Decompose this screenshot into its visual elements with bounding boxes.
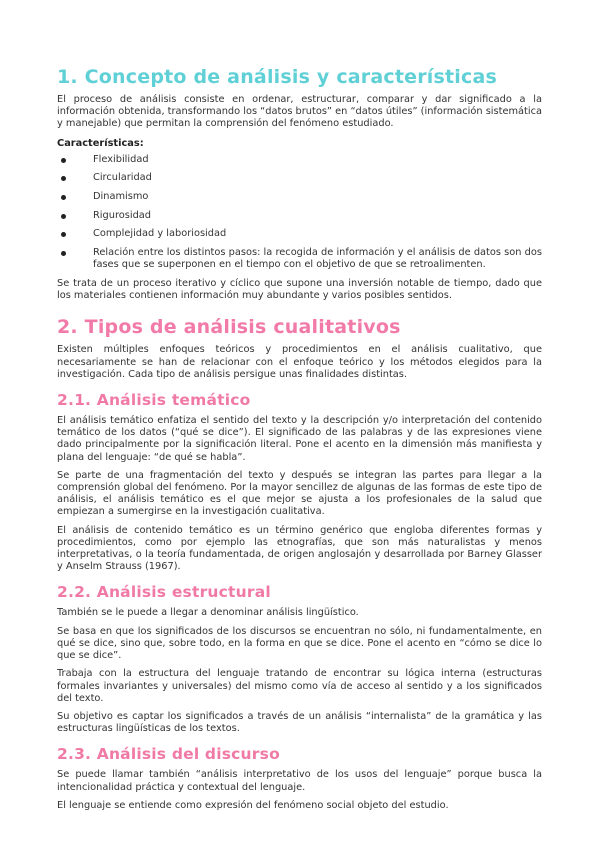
bullet-icon <box>61 158 66 163</box>
paragraph: Su objetivo es captar los significados a través de un análisis “internalista” de la gramática y las estructuras lingüísticas de los textos. <box>57 710 542 735</box>
bullet-icon <box>61 176 66 181</box>
paragraph: También se le puede a llegar a denominar análisis lingüístico. <box>57 607 359 619</box>
paragraph: Se puede llamar también “análisis interpretativo de los usos del lenguaje” porque busca la intencionalidad práctica y contextual del lenguaje. <box>57 769 542 793</box>
characteristics-list <box>57 154 542 272</box>
list-item: Circularidad <box>57 172 542 184</box>
section-1-title: 1. Concepto de análisis y características <box>57 66 498 88</box>
section-1-intro: El proceso de análisis consiste en ordenar, estructurar, comparar y dar significado a la información obtenida, transformando los “datos brutos” en “datos útiles” (información sistemática y manejable) que permitan la comprensión del fenómeno estudiado. <box>57 94 542 130</box>
paragraph: El análisis temático enfatiza el sentido del texto y la descripción y/o interpretación del contenido temático de los datos (“qué se dice”). El significado de las palabras y de las expresiones viene dado principalmente por la significación literal. Pone el acento en la dimensión más manifiesta y plana del lenguaje: “de qué se habla”. <box>57 415 542 463</box>
list-item: Dinamismo <box>57 191 542 203</box>
bullet-icon <box>61 214 66 219</box>
paragraph: Trabaja con la estructura del lenguaje tratando de encontrar su lógica interna (estructuras formales invariantes y universales) del mismo como vía de acceso al sentido y a los significados del texto. <box>57 668 542 704</box>
list-item: Flexibilidad <box>57 154 542 166</box>
bullet-icon <box>61 232 66 237</box>
list-item: Rigurosidad <box>57 210 542 222</box>
bullet-icon <box>61 195 66 200</box>
characteristics-label: Características: <box>57 137 144 149</box>
section-2-title: 2. Tipos de análisis cualitativos <box>57 316 401 339</box>
subsection-2-1-title: 2.1. Análisis temático <box>57 391 251 410</box>
list-item: Complejidad y laboriosidad <box>57 228 542 240</box>
subsection-2-3-title: 2.3. Análisis del discurso <box>57 745 280 764</box>
bullet-icon <box>61 251 66 256</box>
paragraph: El lenguaje se entiende como expresión del fenómeno social objeto del estudio. <box>57 799 449 811</box>
section-2-intro: Existen múltiples enfoques teóricos y procedimientos en el análisis cualitativo, que necesariamente se han de relacionar con el enfoque teórico y los métodos elegidos para la investigación. Cada tipo de análisis persigue unas finalidades distintas. <box>57 344 542 380</box>
section-1-closing: Se trata de un proceso iterativo y cíclico que supone una inversión notable de tiempo, dado que los materiales contienen información muy abundante y varios posibles sentidos. <box>57 278 542 302</box>
paragraph: El análisis de contenido temático es un término genérico que engloba diferentes formas y procedimientos, como por ejemplo las etnografías, que son más naturalistas y menos interpretativas, o la teoría fundamentada, de origen anglosajón y desarrollada por Barney Glasser y Anselm Strauss (1967). <box>57 524 542 573</box>
paragraph: Se parte de una fragmentación del texto y después se integran las partes para llegar a la comprensión global del fenómeno. Por la mayor sencillez de algunas de las formas de este tipo de análisis, el análisis temático es el que mejor se ajusta a los profesionales de la salud que empiezan a sumergirse en la investigación cualitativa. <box>57 469 542 518</box>
paragraph: Se basa en que los significados de los discursos se encuentran no sólo, ni fundamentalmente, en qué se dice, sino que, sobre todo, en la forma en que se dice. Pone el acento en “cómo se dice lo que se dice”. <box>57 625 542 662</box>
subsection-2-2-title: 2.2. Análisis estructural <box>57 583 271 602</box>
list-item: Relación entre los distintos pasos: la recogida de información y el análisis de datos son dos fases que se superponen en el tiempo con el objetivo de que se retroalimenten. <box>57 247 542 271</box>
